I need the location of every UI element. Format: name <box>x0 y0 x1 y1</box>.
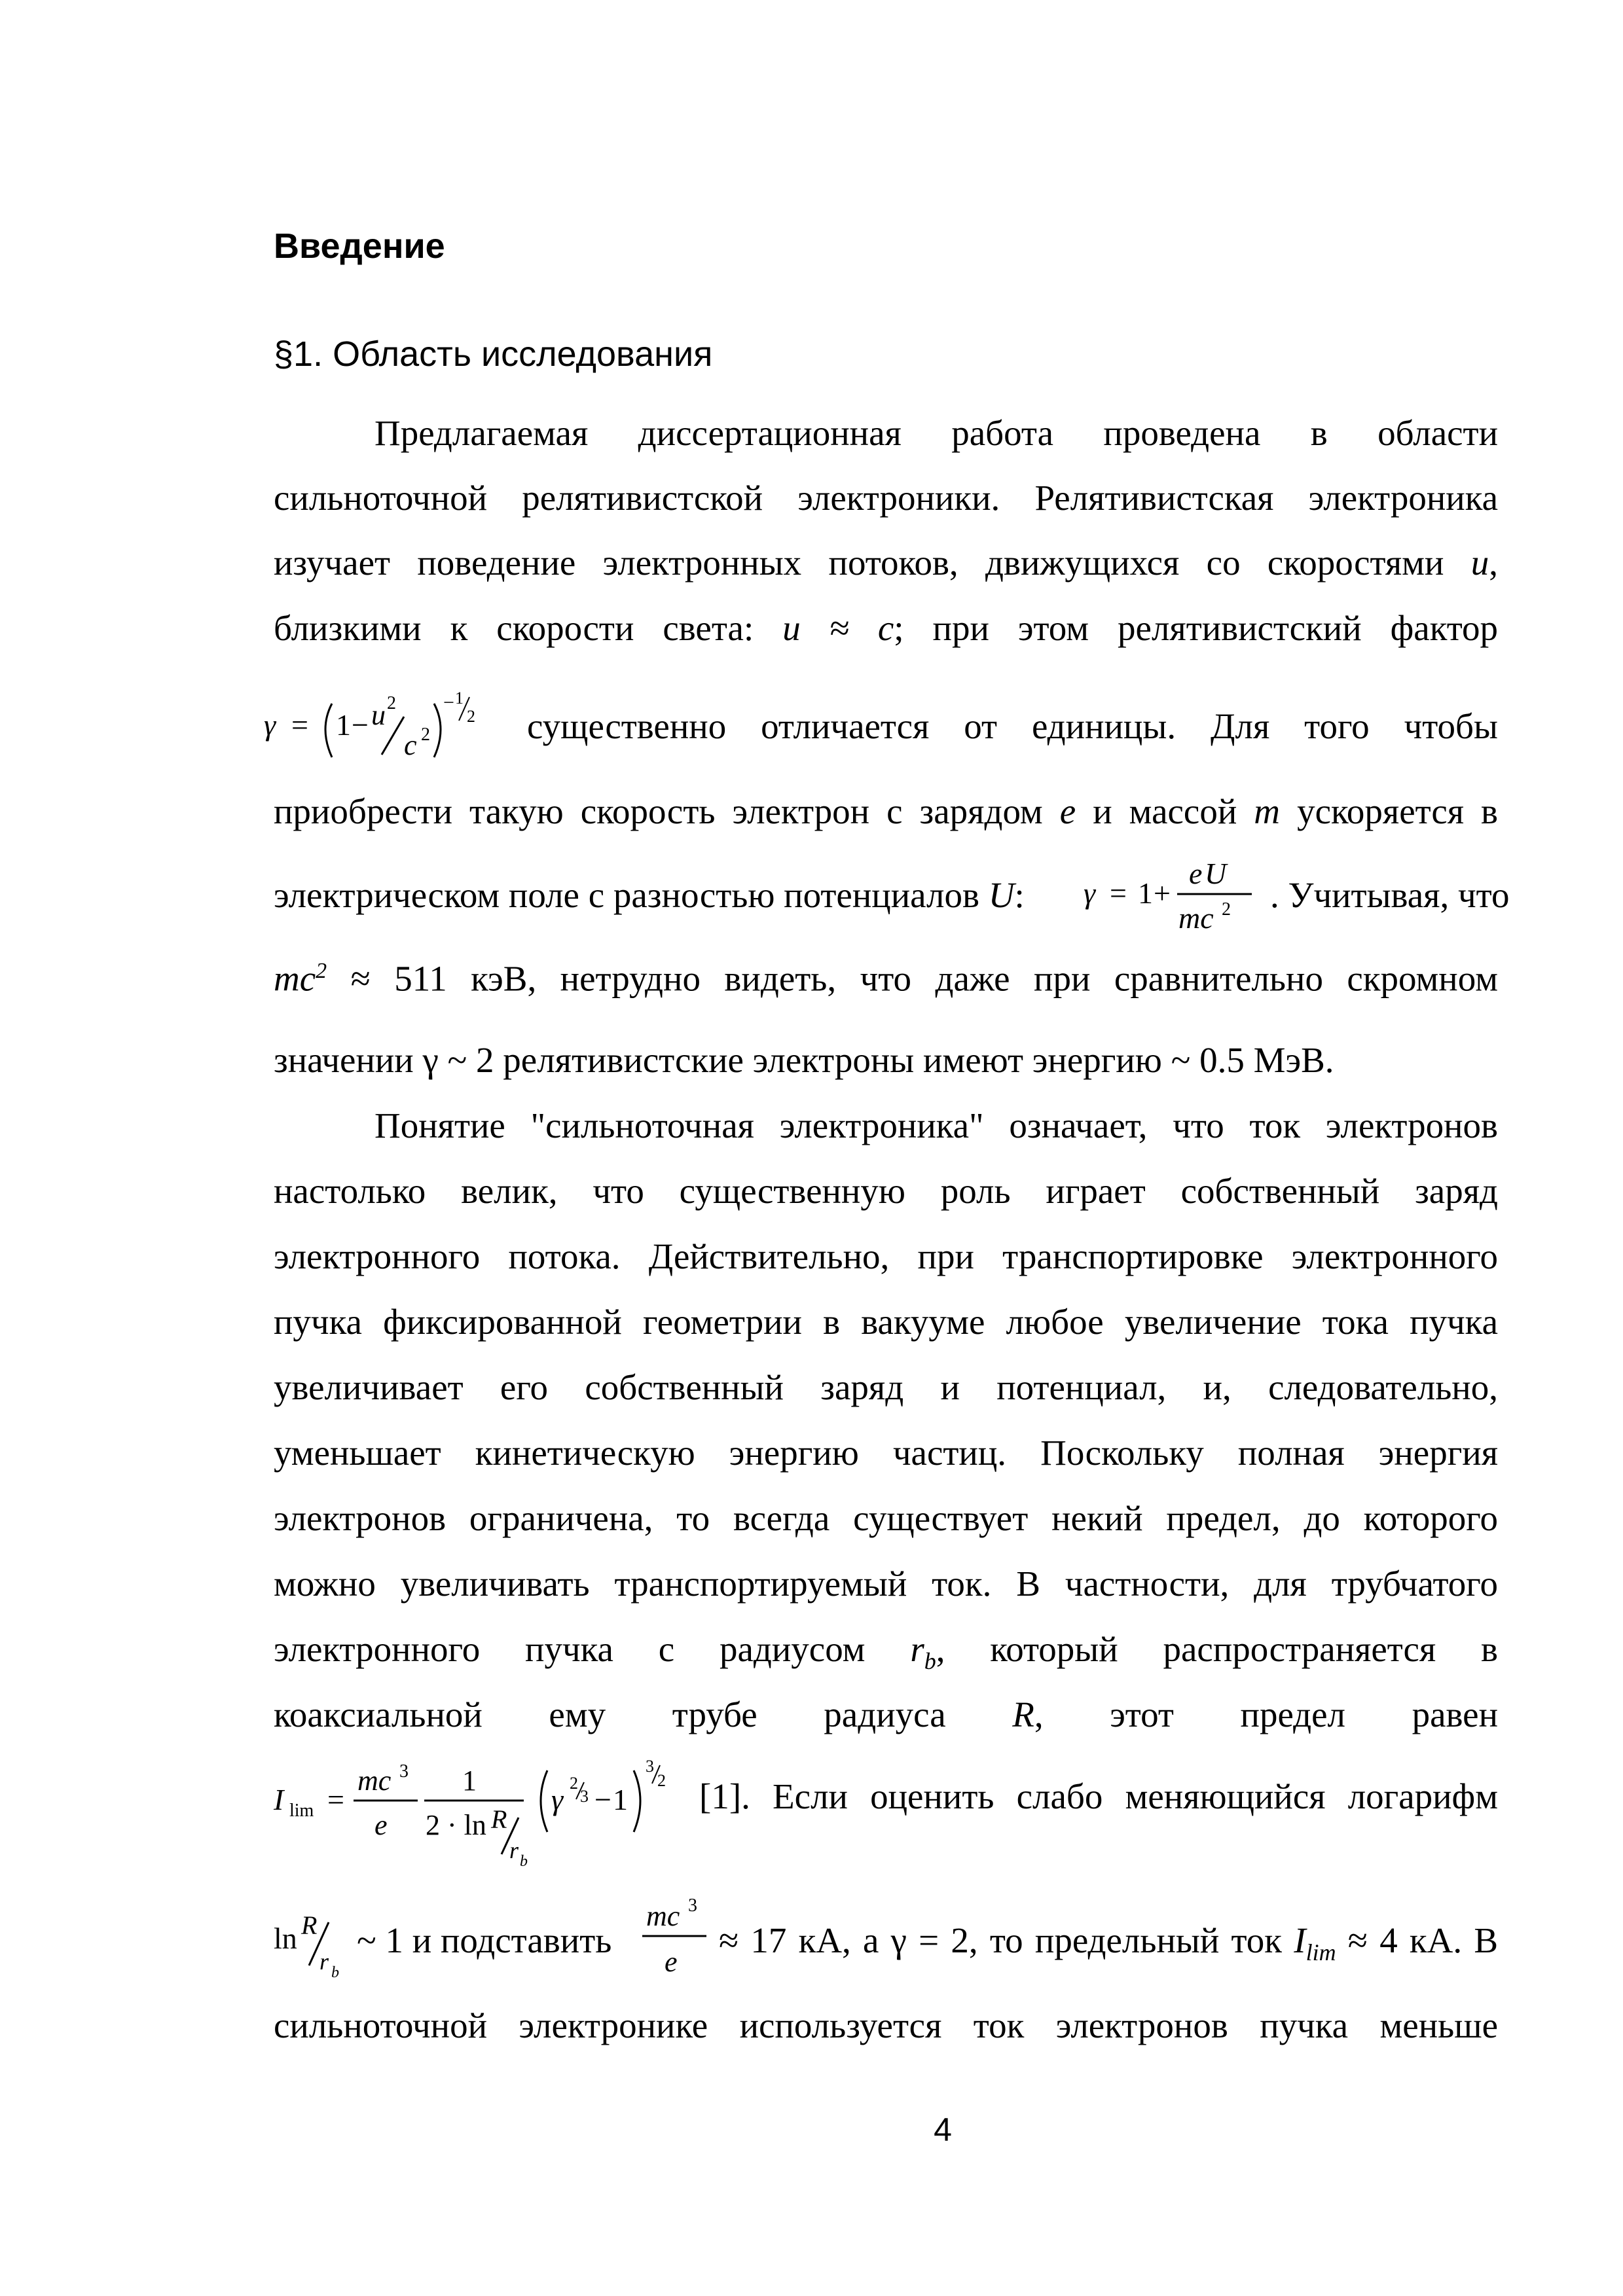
text-line: электронного пучка с радиусом $r_b$, который распространяется в <box>274 1629 1498 1674</box>
text-line: уменьшает кинетическую энергию частиц. Поскольку полная энергия <box>274 1433 1498 1473</box>
page-number: 4 <box>934 2111 952 2148</box>
text-line: пучка фиксированной геометрии в вакууме любое увеличение тока пучка <box>274 1302 1498 1342</box>
text-line: ≈ 17 кА, а γ = 2, то предельный ток $I_{lim} \approx 4$ кА. В <box>719 1920 1499 1965</box>
text-line: электрическом поле с разностью потенциалов U: <box>274 875 1025 915</box>
svg-text:2: 2 <box>387 693 396 713</box>
svg-text:1: 1 <box>455 689 464 708</box>
svg-text:γ: γ <box>264 708 276 742</box>
svg-text:−: − <box>443 692 454 713</box>
energy-formula <box>1080 844 1277 942</box>
text-line: можно увеличивать транспортируемый ток. В частности, для трубчатого <box>274 1564 1498 1604</box>
text-line: [1]. Если оценить слабо меняющийся логарифм <box>699 1776 1498 1816</box>
svg-text:1: 1 <box>462 1765 477 1797</box>
svg-text:lim: lim <box>289 1801 314 1821</box>
text-line: значении γ ~ 2 релятивистские электроны имеют энергию ~ 0.5 МэВ. <box>274 1040 1334 1080</box>
svg-text:U: U <box>1205 857 1227 890</box>
svg-text:=: = <box>327 1783 344 1816</box>
chapter-heading: Введение <box>274 226 445 266</box>
svg-text:b: b <box>331 1964 339 1981</box>
text-line: $mc^2 \approx 511$ кэВ, нетрудно видеть, что даже при сравнительно скромном <box>274 958 1498 999</box>
text-line: близкими к скорости света: u ≈ c; при этом релятивистский фактор <box>274 608 1499 648</box>
svg-text:1: 1 <box>613 1783 628 1816</box>
svg-text:I: I <box>274 1783 284 1816</box>
svg-text:e: e <box>1189 857 1203 890</box>
text-line: Предлагаемая диссертационная работа проведена в области <box>374 413 1498 453</box>
svg-text:e: e <box>374 1809 388 1841</box>
text-line: приобрести такую скорость электрон с зарядом e и массой m ускоряется в <box>274 791 1499 831</box>
svg-text:e: e <box>665 1946 678 1978</box>
limit-current-formula <box>268 1751 687 1875</box>
svg-text:mc: mc <box>357 1765 392 1797</box>
svg-text:1: 1 <box>336 708 351 742</box>
svg-text:=: = <box>291 708 308 742</box>
svg-text:γ: γ <box>1084 876 1096 910</box>
svg-text:2: 2 <box>657 1771 666 1790</box>
svg-text:r: r <box>509 1837 519 1863</box>
svg-text:2: 2 <box>421 725 430 745</box>
svg-text:R: R <box>301 1910 318 1940</box>
svg-text:c: c <box>404 729 417 761</box>
svg-text:r: r <box>319 1948 329 1975</box>
svg-text:u: u <box>371 699 386 731</box>
text-line: настолько велик, что существенную роль играет собственный заряд <box>274 1171 1498 1211</box>
svg-text:γ: γ <box>551 1783 564 1816</box>
svg-text:mc: mc <box>1178 901 1214 935</box>
text-line: электронов ограничена, то всегда существует некий предел, до которого <box>274 1498 1498 1538</box>
svg-text:+: + <box>1154 876 1171 910</box>
svg-text:=: = <box>1110 876 1127 910</box>
svg-text:2: 2 <box>570 1774 578 1793</box>
svg-text:3: 3 <box>399 1761 409 1782</box>
svg-text:−: − <box>352 708 369 742</box>
svg-text:ln: ln <box>274 1922 297 1955</box>
text-line: существенно отличается от единицы. Для того чтобы <box>527 706 1498 746</box>
section-heading: §1. Область исследования <box>274 334 713 374</box>
text-line: увеличивает его собственный заряд и потенциал, и, следовательно, <box>274 1367 1498 1407</box>
text-line: . Учитывая, что <box>1270 875 1510 915</box>
svg-text:1: 1 <box>1138 876 1153 910</box>
text-line: коаксиальной ему трубе радиуса R, этот предел равен <box>274 1695 1499 1734</box>
svg-text:2: 2 <box>467 707 475 726</box>
text-line: сильноточной релятивистской электроники. Релятивистская электроника <box>274 478 1498 518</box>
svg-text:R: R <box>491 1804 507 1834</box>
svg-text:2: 2 <box>1222 899 1231 920</box>
text-line: изучает поведение электронных потоков, движущихся со скоростями u, <box>274 543 1499 583</box>
svg-text:b: b <box>520 1853 528 1870</box>
text-line: электронного потока. Действительно, при транспортировке электронного <box>274 1236 1498 1276</box>
svg-text:3: 3 <box>580 1787 589 1806</box>
text-line: Понятие "сильноточная электроника" означает, что ток электронов <box>374 1105 1498 1145</box>
text-line: ~ 1 и подставить <box>357 1920 612 1960</box>
gamma-formula <box>259 677 507 762</box>
text-line: сильноточной электронике используется ток электронов пучка меньше <box>274 2005 1498 2045</box>
svg-text:2 · ln: 2 · ln <box>426 1809 486 1841</box>
mc3-over-e-formula <box>638 1885 723 1983</box>
svg-text:−: − <box>594 1783 611 1816</box>
svg-text:3: 3 <box>688 1895 697 1916</box>
svg-text:mc: mc <box>646 1900 680 1932</box>
svg-text:3: 3 <box>646 1757 654 1776</box>
